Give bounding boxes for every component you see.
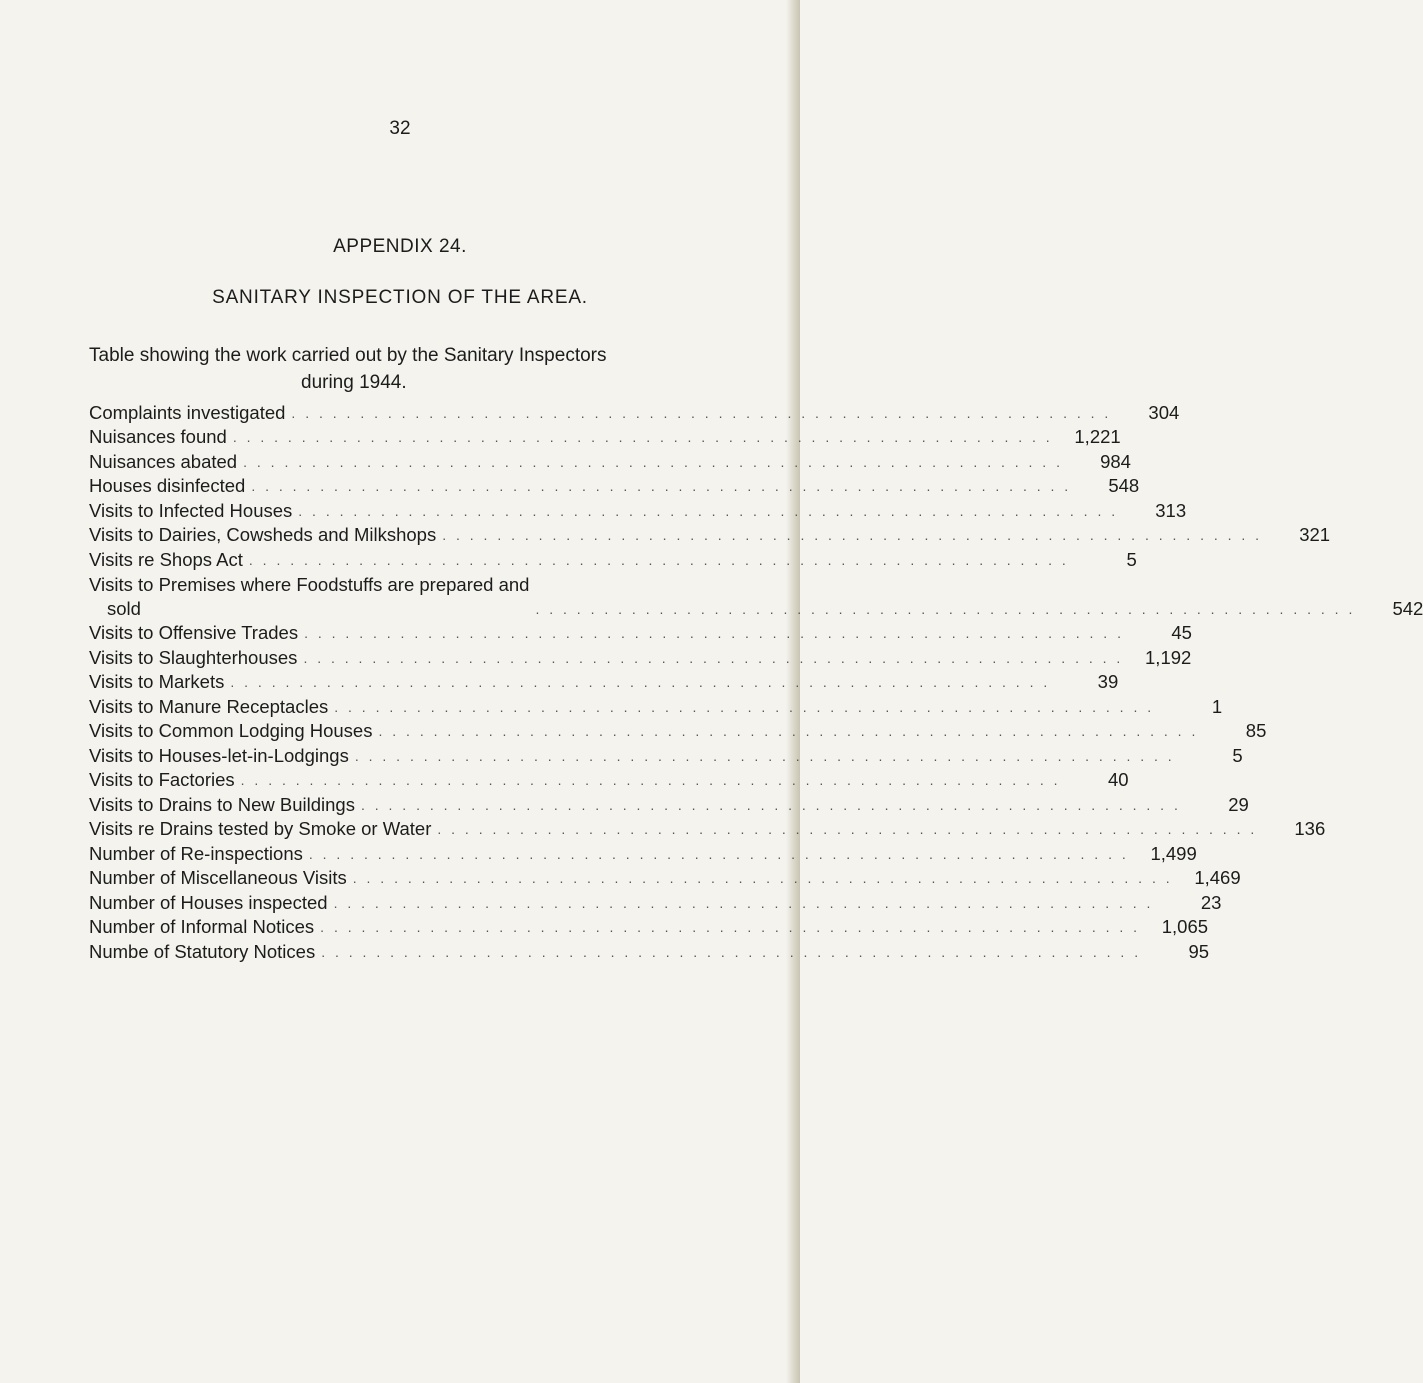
- row-label: [89, 940, 315, 964]
- row-label: [89, 621, 298, 645]
- table-row: [89, 621, 1192, 646]
- row-label: [89, 499, 292, 523]
- table-row: [89, 474, 1140, 499]
- table-row: [89, 939, 1210, 964]
- row-label: [89, 474, 245, 498]
- row-value: 984: [1100, 450, 1131, 472]
- dot-leader: . . . . . . . . . . . . . . . . . . . . . . . . . . . . . . . . . . . . . . . . . . . . . . . . . . . . . . . . . . . .: [442, 527, 1263, 543]
- row-label: [89, 744, 349, 768]
- row-label: [89, 695, 328, 719]
- dot-leader: . . . . . . . . . . . . . . . . . . . . . . . . . . . . . . . . . . . . . . . . . . . . . . . . . . . . . . . . . . . .: [243, 453, 1063, 470]
- dot-leader: . . . . . . . . . . . . . . . . . . . . . . . . . . . . . . . . . . . . . . . . . . . . . . . . . . . . . . . . . . . .: [535, 600, 1356, 617]
- row-label-text: Visits re Drains tested by Smoke or Water: [89, 818, 432, 839]
- table-row: [89, 425, 1121, 450]
- row-label: [89, 866, 347, 890]
- row-label: [89, 401, 285, 425]
- row-label: [89, 548, 243, 572]
- row-value: 5: [1232, 744, 1243, 766]
- row-label: [89, 719, 372, 743]
- table-row: [89, 547, 1137, 572]
- table-caption: [89, 342, 769, 396]
- row-label-text: Visits to Dairies, Cowsheds and Milkshops: [89, 524, 437, 545]
- dot-leader: . . . . . . . . . . . . . . . . . . . . . . . . . . . . . . . . . . . . . . . . . . . . . . . . . . . . . . . . . . . .: [354, 747, 1175, 764]
- row-label-text: Visits to Slaughterhouses: [89, 646, 298, 668]
- row-label-text: Houses disinfected: [89, 475, 246, 496]
- table-row: [89, 866, 1241, 891]
- dot-leader: . . . . . . . . . . . . . . . . . . . . . . . . . . . . . . . . . . . . . . . . . . . . . . . . . . . . . . . . . . . .: [360, 796, 1181, 813]
- table-row: [89, 817, 1326, 842]
- row-label: [89, 670, 224, 694]
- row-value: 1,499: [1150, 842, 1197, 864]
- row-value: 95: [1188, 940, 1210, 962]
- row-value: 45: [1171, 622, 1192, 643]
- row-value: 313: [1155, 499, 1187, 521]
- row-label: [89, 793, 355, 817]
- row-label-text: Number of Miscellaneous Visits: [89, 867, 347, 888]
- row-label-text: Visits to Markets: [89, 671, 225, 692]
- table-row: [89, 572, 1423, 621]
- dot-leader: . . . . . . . . . . . . . . . . . . . . . . . . . . . . . . . . . . . . . . . . . . . . . . . . . . . . . . . . . . . .: [378, 723, 1199, 739]
- dot-leader: . . . . . . . . . . . . . . . . . . . . . . . . . . . . . . . . . . . . . . . . . . . . . . . . . . . . . . . . . . . .: [240, 772, 1061, 788]
- row-value: 1: [1211, 695, 1223, 717]
- dot-leader: . . . . . . . . . . . . . . . . . . . . . . . . . . . . . . . . . . . . . . . . . . . . . . . . . . . . . . . . . . . .: [352, 870, 1173, 886]
- row-label-text: Number of Houses inspected: [89, 891, 328, 913]
- appendix-title: APPENDIX 24.: [333, 236, 467, 257]
- row-value: 1,221: [1074, 426, 1121, 447]
- row-label-text: Visits re Shops Act: [89, 548, 243, 570]
- table-row: [89, 719, 1267, 744]
- dot-leader: . . . . . . . . . . . . . . . . . . . . . . . . . . . . . . . . . . . . . . . . . . . . . . . . . . . . . . . . . . . .: [230, 674, 1051, 690]
- dot-leader: . . . . . . . . . . . . . . . . . . . . . . . . . . . . . . . . . . . . . . . . . . . . . . . . . . . . . . . . . . . .: [334, 698, 1155, 715]
- dot-leader: . . . . . . . . . . . . . . . . . . . . . . . . . . . . . . . . . . . . . . . . . . . . . . . . . . . . . . . . . . . .: [291, 404, 1112, 421]
- row-value: 39: [1097, 671, 1119, 692]
- row-value: 136: [1294, 818, 1326, 839]
- table-row: [89, 915, 1209, 940]
- dot-leader: . . . . . . . . . . . . . . . . . . . . . . . . . . . . . . . . . . . . . . . . . . . . . . . . . . . . . . . . . . . .: [333, 894, 1154, 911]
- dot-leader: . . . . . . . . . . . . . . . . . . . . . . . . . . . . . . . . . . . . . . . . . . . . . . . . . . . . . . . . . . . .: [304, 625, 1124, 641]
- dot-leader: . . . . . . . . . . . . . . . . . . . . . . . . . . . . . . . . . . . . . . . . . . . . . . . . . . . . . . . . . . . .: [437, 821, 1258, 837]
- row-label-text: Number of Re-inspections: [89, 842, 303, 864]
- row-label: [89, 915, 314, 939]
- row-label-text: Complaints investigated: [89, 401, 286, 423]
- row-value: 5: [1126, 548, 1137, 570]
- table-row: [89, 449, 1131, 474]
- row-label-continuation: sold: [107, 597, 141, 619]
- dot-leader: . . . . . . . . . . . . . . . . . . . . . . . . . . . . . . . . . . . . . . . . . . . . . . . . . . . . . . . . . . . .: [321, 943, 1142, 960]
- caption-line-2: during 1944.: [301, 372, 407, 393]
- dot-leader: . . . . . . . . . . . . . . . . . . . . . . . . . . . . . . . . . . . . . . . . . . . . . . . . . . . . . . . . . . . .: [320, 919, 1141, 935]
- row-label-text: Visits to Infected Houses: [89, 499, 293, 521]
- row-label-text: Nuisances abated: [89, 450, 238, 472]
- row-label: [89, 817, 431, 841]
- row-value: 23: [1200, 891, 1222, 913]
- dot-leader: . . . . . . . . . . . . . . . . . . . . . . . . . . . . . . . . . . . . . . . . . . . . . . . . . . . . . . . . . . . .: [303, 649, 1124, 666]
- row-value: 321: [1299, 524, 1331, 545]
- page-number: 32: [389, 118, 411, 139]
- row-value: 304: [1148, 401, 1180, 423]
- row-label: [89, 523, 436, 547]
- row-label-text: Visits to Common Lodging Houses: [89, 720, 373, 741]
- table-row: [89, 400, 1180, 425]
- row-label-text: Visits to Houses-let-in-Lodgings: [89, 744, 349, 766]
- table-row: [89, 645, 1192, 670]
- table-row: [89, 523, 1331, 548]
- table-row: [89, 743, 1243, 768]
- row-label-text: Visits to Premises where Foodstuffs are prepared and: [89, 573, 530, 595]
- table-row: [89, 792, 1249, 817]
- dot-leader: . . . . . . . . . . . . . . . . . . . . . . . . . . . . . . . . . . . . . . . . . . . . . . . . . . . . . . . . . . . .: [308, 845, 1129, 862]
- row-label-text: Visits to Factories: [89, 769, 235, 790]
- row-value: 1,065: [1161, 916, 1209, 937]
- row-value: 548: [1108, 475, 1140, 496]
- table-row: [89, 498, 1187, 523]
- dot-leader: . . . . . . . . . . . . . . . . . . . . . . . . . . . . . . . . . . . . . . . . . . . . . . . . . . . . . . . . . . . .: [232, 429, 1053, 445]
- table-row: [89, 890, 1222, 915]
- row-label-text: Visits to Offensive Trades: [89, 622, 299, 643]
- row-label-text: Visits to Drains to New Buildings: [89, 793, 355, 815]
- row-label: [89, 891, 328, 915]
- dot-leader: . . . . . . . . . . . . . . . . . . . . . . . . . . . . . . . . . . . . . . . . . . . . . . . . . . . . . . . . . . . .: [251, 478, 1072, 494]
- row-value: 1,192: [1145, 646, 1192, 668]
- row-label: [89, 842, 303, 866]
- section-heading: SANITARY INSPECTION OF THE AREA.: [212, 287, 588, 308]
- inspection-table: [89, 400, 1423, 964]
- row-value: 85: [1245, 720, 1267, 741]
- table-row: [89, 768, 1129, 793]
- dot-leader: . . . . . . . . . . . . . . . . . . . . . . . . . . . . . . . . . . . . . . . . . . . . . . . . . . . . . . . . . . . .: [298, 502, 1119, 519]
- row-label: [89, 450, 237, 474]
- table-row: [89, 841, 1197, 866]
- caption-line-1: Table showing the work carried out by the Sanitary Inspectors: [89, 345, 607, 366]
- row-label-text: Numbe of Statutory Notices: [89, 940, 316, 962]
- dot-leader: . . . . . . . . . . . . . . . . . . . . . . . . . . . . . . . . . . . . . . . . . . . . . . . . . . . . . . . . . . . .: [248, 551, 1069, 568]
- row-label-text: Nuisances found: [89, 426, 227, 447]
- row-label: [89, 425, 227, 449]
- row-label-text: Number of Informal Notices: [89, 916, 315, 937]
- table-row: [89, 694, 1223, 719]
- row-value: 1,469: [1194, 867, 1241, 888]
- row-label-text: Visits to Manure Receptacles: [89, 695, 329, 717]
- row-value: 40: [1107, 769, 1129, 790]
- row-value: 542: [1392, 597, 1423, 619]
- row-label: [89, 646, 297, 670]
- row-value: 29: [1228, 793, 1249, 815]
- row-label: [89, 573, 529, 621]
- table-row: [89, 670, 1119, 695]
- row-label: [89, 768, 235, 792]
